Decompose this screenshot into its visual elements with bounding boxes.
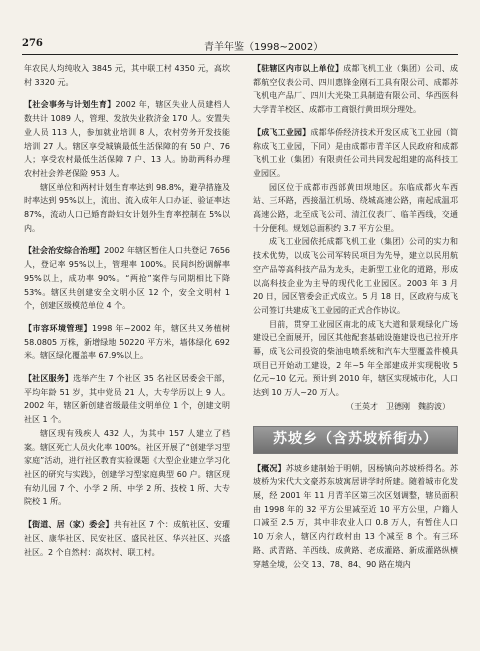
section-heading: 【社会治安综合治理】 [24, 246, 105, 256]
section-text: 成都华侨经济技术开发区成飞工业园（简称成飞工业园，下同）是由成都市青羊区人民政府和成都飞机工业（集团）有限责任公司共同发起组建的高科技工业园区。 [253, 127, 459, 178]
banner-title: 苏坡乡（含苏坡桥街办） [273, 430, 438, 447]
section-heading: 【市容环境管理】 [24, 323, 92, 333]
section-banner [253, 426, 458, 454]
author-credit: （王英才 卫德刚 魏韵波） [346, 401, 450, 411]
intro-paragraph: 年农民人均纯收入 3845 元，其中联工村 4350 元，高坎村 3320 元。 [24, 64, 230, 87]
section-text: 共有社区 7 个：成航社区、安瓘社区、康华社区、民安社区、盛民社区、华兴社区、兴盛社区。2 个自然村：高坎村、联工村。 [24, 520, 230, 557]
running-title: 青羊年鉴（1998~2002） [204, 42, 324, 53]
community-paragraph [24, 372, 230, 427]
paragraph: 目前，贯穿工业园区南北的成飞大道和景观绿化广场建设已全面展开，园区其他配套基础设施建设也已拉开序幕，成飞公司投资的柴油电喷系统和汽车大型覆盖件模具项目已开始动工建设，2 年~5 年全部建成并实现税收 5 亿元~10 亿元。预计到 2010 年，辖区实现城市化，人口达到 10 万人~20 万人。 [253, 319, 458, 398]
paragraph: 园区位于成都市西部黄田坝地区。东临成都火车西站、三环路，西接温江机场、绕城高速公路，南起成温邛高速公路，北至成飞公司、清江仪表厂、临羊西线，交通十分便利。规划总面积约 3.7 平方公里。 [253, 182, 458, 233]
overview-paragraph [253, 462, 458, 572]
section-heading: 【概况】 [253, 463, 286, 473]
section-heading: 【社会事务与计划生育】 [24, 100, 116, 110]
industrial-paragraph [253, 126, 458, 181]
section-text: 苏坡乡建制始于明朝，因杨镇向苏坡桥得名。苏坡桥为宋代大文豪苏东坡寓居讲学时所建。随着城市化发展，经 2001 年 11 月青羊区第三次区划调整，辖员面积由 1998 年的 32 平方公里减至近 10 平方公里，户籍人口减至 2.5 万，其中非农业人口 0.8 万人，有暂住人口 10 万余人，辖区内行政村由 13 个减至 8 个。有三环路、武青路、羊西线、成黄路、老成灌路、新成灌路纵横穿越全境，公交 13、78、84、90 路在境内 [253, 463, 459, 569]
paragraph: 成飞工业园依托成都飞机工业（集团）公司的实力和技术优势，以成飞公司军转民项目为先导，建立以民用航空产品等高科技产品为龙头，走新型工业化的道路，形成以高科技企业为主导的现代化工业园区。2003 年 3 月 20 日，园区管委会正式成立。5 月 18 日，区政府与成飞公司签订共建成飞工业园的正式合作协议。 [253, 237, 458, 315]
social-paragraph [24, 98, 230, 180]
section-text: 2002 年，辖区失业人员建档人数共计 1089 人，管理、发放失业救济金 170 人。安置失业人员 113 人，参加就业培训 8 人，农村劳务开发技能培训 27 人。辖区享受城镇最低生活保障的有 50 户、76 人；享受农村最低生活保障 7 户、13 人。协助两科办理农村社会养老保险 953 人。 [24, 100, 230, 178]
section-heading: 【社区服务】 [24, 374, 74, 384]
paragraph: 辖区单位和两村计划生育率达到 98.8%，避孕措施及时率达到 95%以上，流出、流入成年人口办证、验证率达 87%，流动人口已婚育龄妇女计划外生育率控制在 5%以内。 [24, 182, 230, 233]
section-text: 选举产生 7 个社区 35 名社区居委会干部，平均年龄 51 岁，其中党员 21 人，大专学历以上 9 人。2002 年，辖区新创建省级最佳文明单位 1 个，创建文明社区 1 个。 [24, 374, 230, 425]
left-column [24, 62, 230, 559]
section-heading: 【驻辖区内市以上单位】 [253, 64, 344, 73]
section-text: 成都飞机工业（集团）公司、成都航空仪表公司、四川惠锋金刚石工具有限公司、成都苏飞机电产品厂、四川大光染工具制造有限公司、华西医科大学青羊校区、成都市工商银行黄田坝分理处。 [253, 64, 459, 115]
units-paragraph [253, 62, 458, 117]
page-header [22, 38, 458, 55]
security-paragraph [24, 244, 230, 313]
streets-paragraph [24, 518, 230, 559]
page-number: 276 [22, 38, 43, 49]
right-column [253, 62, 458, 571]
section-heading: 【成飞工业园】 [253, 127, 311, 137]
section-heading: 【街道、居（家）委会】 [24, 520, 114, 530]
section-text: 1998 年~2002 年，辖区共又务植树 58.0805 万株，新增绿地 50220 平方米，墙体绿化 692 米。辖区绿化覆盖率 67.9%以上。 [24, 323, 230, 361]
environment-paragraph [24, 322, 230, 363]
section-text: 2002 年辖区暂住人口共登记 7656 人，登记率 95%以上，管理率 100%。民间纠纷调解率 95%以上，成功率 90%。“两抢”案件与同期相比下降 53%。辖区共创建安全文明小区 12 个，安全文明村 1 个，创建区级模范单位 4 个。 [24, 246, 230, 311]
paragraph: 辖区现有残疾人 432 人，为其中 157 人建立了档案。辖区死亡人员火化率 100%。社区开展了“创建学习型家庭”活动，进行社区教育实验课题《大型企业建立学习化社区的研究与实践》，创建学习型家庭典型 60 户。辖区现有幼儿园 7 个、小学 2 所、中学 2 所、技校 1 所、大专院校 1 所。 [24, 428, 230, 507]
